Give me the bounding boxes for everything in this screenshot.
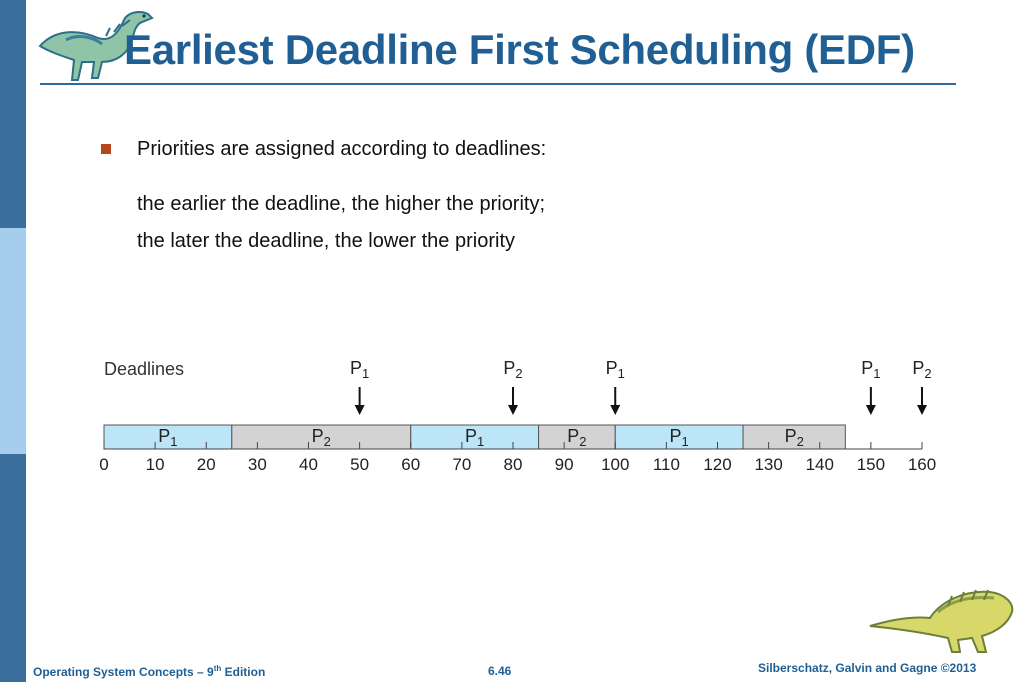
axis-tick-label-140: 140 [805, 455, 834, 474]
gantt-segment-label-5-letter: P [669, 426, 682, 446]
axis-tick-label-0: 0 [99, 455, 109, 474]
earlier-deadline-text: the earlier the deadline, the higher the priority; [137, 193, 546, 215]
gantt-segment-label-6-subscript: 2 [796, 434, 804, 449]
deadline-arrow-icon-5 [917, 405, 927, 415]
deadline-label-2-letter: P [503, 358, 516, 378]
axis-tick-label-40: 40 [299, 455, 318, 474]
footer-book-title [33, 664, 265, 679]
deadline-label-2-subscript: 2 [515, 366, 523, 381]
footer-book-main: Operating System Concepts – 9 [33, 665, 214, 679]
footer-page-number: 6.46 [488, 664, 512, 678]
deadline-label-5-subscript: 2 [924, 366, 932, 381]
gantt-segment-label-1-letter: P [158, 426, 171, 446]
deadline-label-4-subscript: 1 [873, 366, 881, 381]
deadline-arrow-icon-1 [355, 405, 365, 415]
deadline-label-4-letter: P [861, 358, 874, 378]
axis-tick-label-100: 100 [601, 455, 630, 474]
gantt-segment-label-3-letter: P [465, 426, 478, 446]
axis-tick-label-160: 160 [907, 455, 937, 474]
deadline-arrow-icon-2 [508, 405, 518, 415]
footer-authors: Silberschatz, Galvin and Gagne ©2013 [758, 661, 977, 675]
deadline-label-1-subscript: 1 [362, 366, 370, 381]
axis-tick-label-50: 50 [350, 455, 370, 474]
later-deadline-text: the later the deadline, the lower the priority [137, 230, 515, 252]
axis-tick-label-120: 120 [703, 455, 732, 474]
footer-book-tail: Edition [221, 665, 266, 679]
gantt-segment-label-2-subscript: 2 [323, 434, 331, 449]
slide-title: Earliest Deadline First Scheduling (EDF) [124, 26, 915, 73]
dinosaur-footer-icon [868, 582, 1018, 654]
axis-tick-label-150: 150 [856, 455, 886, 474]
deadline-label-3-letter: P [605, 358, 618, 378]
deadline-label-3 [606, 358, 625, 381]
footer-superscript: th [213, 664, 222, 673]
gantt-segment-label-3-subscript: 1 [477, 434, 485, 449]
axis-tick-label-20: 20 [196, 455, 216, 474]
chart-title: Deadlines [104, 359, 185, 379]
axis-tick-label-10: 10 [145, 455, 165, 474]
deadline-label-2 [503, 358, 522, 381]
axis-tick-label-30: 30 [247, 455, 267, 474]
deadline-label-4 [861, 358, 880, 381]
axis-tick-label-60: 60 [401, 455, 421, 474]
axis-tick-label-110: 110 [652, 455, 680, 474]
deadline-label-3-subscript: 1 [617, 366, 625, 381]
deadline-label-1 [350, 358, 369, 381]
gantt-segment-label-4-subscript: 2 [579, 434, 587, 449]
gantt-segment-label-5-subscript: 1 [681, 434, 689, 449]
bullet-text: Priorities are assigned according to deadlines: [137, 138, 547, 160]
axis-tick-label-80: 80 [503, 455, 523, 474]
gantt-segment-label-6-letter: P [784, 426, 797, 446]
deadline-label-5-letter: P [912, 358, 925, 378]
deadline-label-1-letter: P [350, 358, 363, 378]
axis-tick-label-90: 90 [554, 455, 574, 474]
axis-tick-label-130: 130 [754, 455, 783, 474]
gantt-segment-label-4-letter: P [567, 426, 580, 446]
gantt-segment-label-2-letter: P [311, 426, 324, 446]
deadline-label-5 [912, 358, 931, 381]
deadline-arrow-icon-4 [866, 405, 876, 415]
deadline-arrow-icon-3 [610, 405, 620, 415]
axis-tick-label-70: 70 [452, 455, 472, 474]
gantt-segment-label-1-subscript: 1 [170, 434, 178, 449]
